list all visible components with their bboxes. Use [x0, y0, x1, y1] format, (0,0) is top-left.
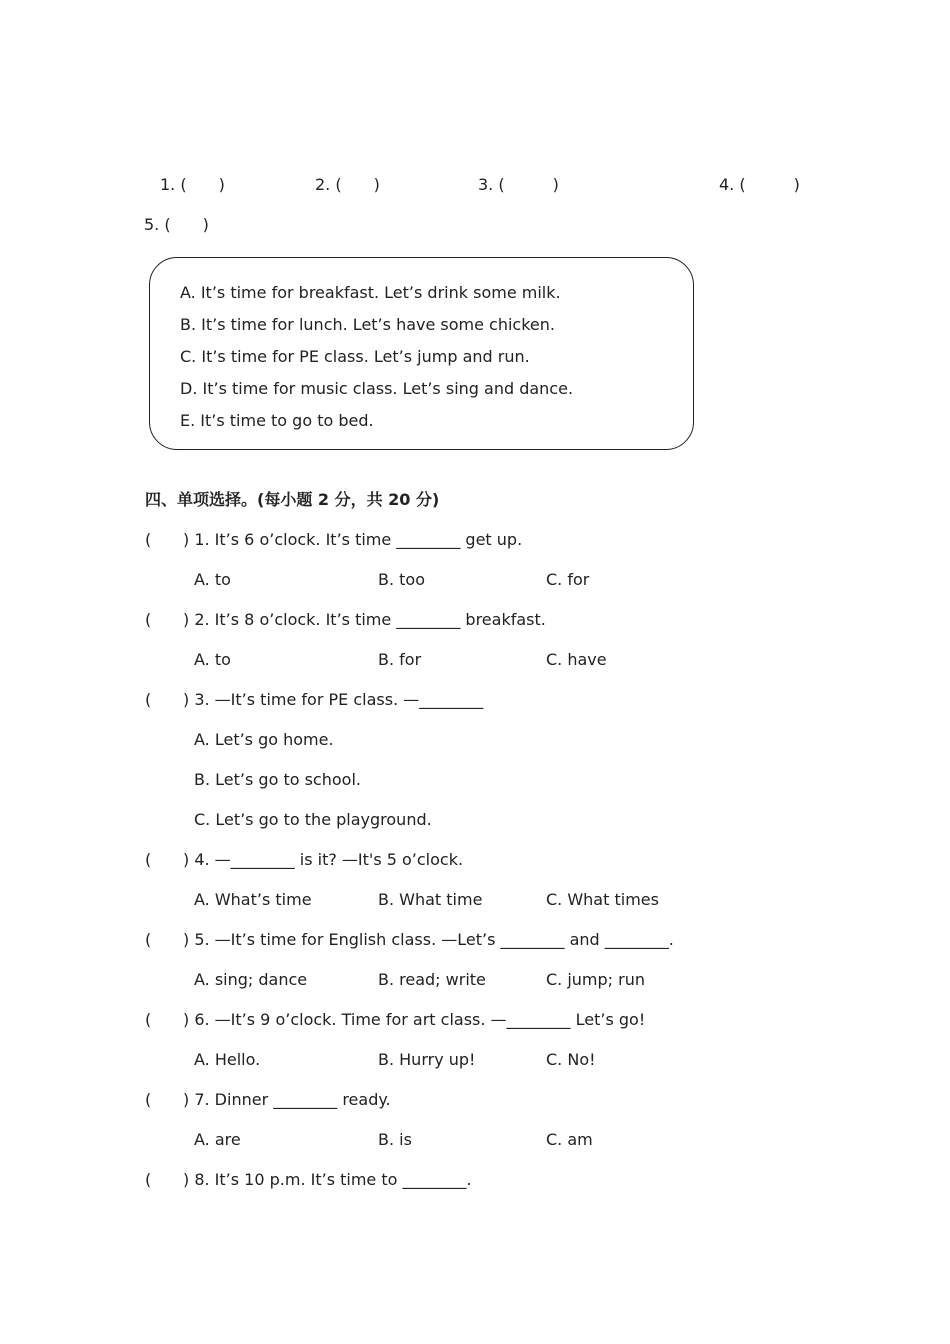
section-title: 四、单项选择。(每小题 2 分，共 20 分)	[145, 490, 440, 509]
answer-paren[interactable]: (	[145, 1170, 152, 1189]
options-box	[149, 257, 694, 450]
option: B. What time	[378, 890, 483, 909]
option: B. Hurry up!	[378, 1050, 476, 1069]
option: B. for	[378, 650, 422, 669]
answer-paren[interactable]: (	[145, 610, 152, 629]
option: C. Let’s go to the playground.	[194, 810, 432, 829]
option: C. No!	[546, 1050, 596, 1069]
option-b: B. It’s time for lunch. Let’s have some chicken.	[180, 315, 555, 334]
answer-paren[interactable]: (	[145, 1090, 152, 1109]
answer-slot-1[interactable]: 1. ( )	[160, 175, 225, 194]
answer-paren[interactable]: (	[145, 850, 152, 869]
question-text: ) 5. —It’s time for English class. —Let’s ________ and ________.	[183, 930, 674, 949]
option: A. Let’s go home.	[194, 730, 334, 749]
option-a: A. It’s time for breakfast. Let’s drink some milk.	[180, 283, 561, 302]
option: B. too	[378, 570, 425, 589]
option: A. What’s time	[194, 890, 312, 909]
option: C. am	[546, 1130, 593, 1149]
answer-slot-4[interactable]: 4. ( )	[719, 175, 800, 194]
answer-slot-5[interactable]: 5. ( )	[144, 215, 209, 234]
option: C. jump; run	[546, 970, 646, 989]
answer-slot-2[interactable]: 2. ( )	[315, 175, 380, 194]
option: A. Hello.	[194, 1050, 261, 1069]
answer-slot-3[interactable]: 3. ( )	[478, 175, 559, 194]
option: A. to	[194, 650, 231, 669]
option: C. What times	[546, 890, 659, 909]
option: B. is	[378, 1130, 412, 1149]
option-e: E. It’s time to go to bed.	[180, 411, 374, 430]
question-text: ) 2. It’s 8 o’clock. It’s time ________ breakfast.	[183, 610, 546, 629]
option: B. read; write	[378, 970, 486, 989]
option: B. Let’s go to school.	[194, 770, 361, 789]
option: A. are	[194, 1130, 241, 1149]
question-text: ) 4. —________ is it? —It's 5 o’clock.	[183, 850, 464, 869]
option: C. have	[546, 650, 607, 669]
question-text: ) 8. It’s 10 p.m. It’s time to ________.	[183, 1170, 472, 1189]
answer-paren[interactable]: (	[145, 690, 152, 709]
option-d: D. It’s time for music class. Let’s sing and dance.	[180, 379, 574, 398]
option: A. to	[194, 570, 231, 589]
question-text: ) 7. Dinner ________ ready.	[183, 1090, 391, 1109]
option-c: C. It’s time for PE class. Let’s jump and run.	[180, 347, 530, 366]
answer-paren[interactable]: (	[145, 530, 152, 549]
question-text: ) 1. It’s 6 o’clock. It’s time ________ get up.	[183, 530, 523, 549]
answer-paren[interactable]: (	[145, 1010, 152, 1029]
question-text: ) 6. —It’s 9 o’clock. Time for art class. —________ Let’s go!	[183, 1010, 646, 1029]
option: C. for	[546, 570, 590, 589]
option: A. sing; dance	[194, 970, 308, 989]
question-text: ) 3. —It’s time for PE class. —________	[183, 690, 484, 709]
answer-paren[interactable]: (	[145, 930, 152, 949]
